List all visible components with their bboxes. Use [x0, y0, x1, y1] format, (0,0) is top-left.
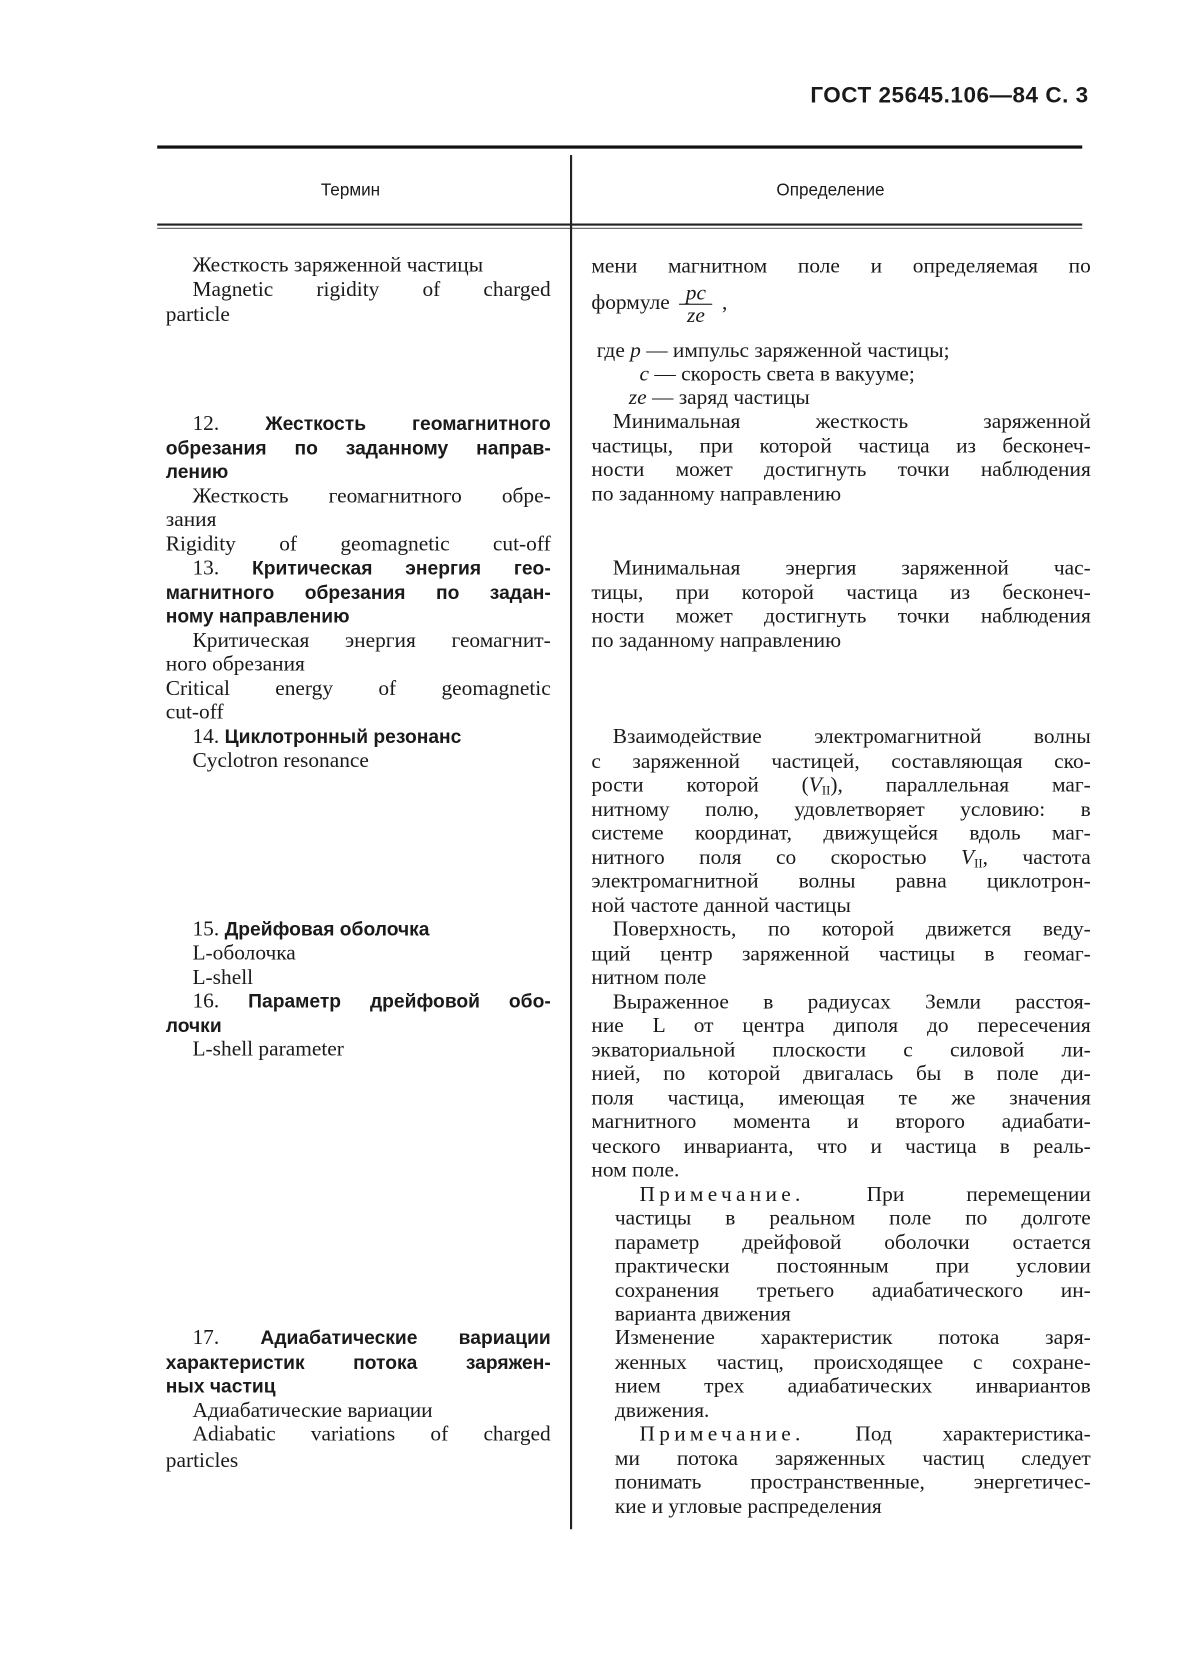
text-run: щий центр заряженной частицы в геомаг-	[591, 942, 1091, 966]
page-header: ГОСТ 25645.106—84 С. 3	[810, 83, 1089, 109]
term-title: Циклотронный резонанс	[224, 726, 462, 748]
text-run: c	[639, 362, 650, 387]
term-title: лочки	[165, 1014, 222, 1037]
definition-column-line	[615, 1206, 1091, 1230]
header-rule	[157, 224, 1082, 226]
term-column-line	[192, 1326, 550, 1350]
text-run: II	[974, 855, 983, 871]
term-column-line	[166, 677, 551, 701]
text-run: L-shell parameter	[192, 1037, 344, 1061]
text-run: системе координат, движущейся вдоль маг-	[591, 821, 1091, 845]
definition-column-line	[613, 556, 1091, 580]
term-column-line	[166, 436, 551, 460]
definition-column-line	[591, 942, 1090, 966]
definition-column-line	[591, 1158, 1090, 1182]
text-run: Под характеристика-	[804, 1422, 1091, 1446]
term-column-line	[192, 1399, 550, 1423]
text-run: — импульс заряженной частицы;	[640, 338, 950, 363]
term-column-line	[166, 1014, 551, 1038]
text-run: , частота	[982, 845, 1091, 870]
term-title: Адиабатические вариации	[260, 1327, 551, 1349]
text-run: Выраженное в радиусах Земли расстоя-	[612, 990, 1091, 1014]
term-title: Критическая энергия гео-	[251, 557, 551, 579]
formula-fraction	[679, 282, 712, 326]
text-run: — заряд частицы	[646, 386, 810, 410]
text-run: — скорость света в вакууме;	[649, 362, 915, 387]
definition-column-line	[615, 1303, 1091, 1327]
text-run: сохранения третьего адиабатического ин-	[614, 1279, 1091, 1303]
term-column-line	[166, 700, 551, 724]
text-run: 16.	[192, 989, 249, 1013]
term-column-line	[166, 533, 551, 557]
column-header-definition: Определение	[776, 181, 885, 200]
term-column-line	[192, 918, 550, 942]
formula-line	[591, 282, 727, 326]
term-title: характеристик потока заряжен-	[165, 1351, 551, 1374]
text-run: Critical energy of geomagnetic	[165, 676, 551, 701]
definition-column-line	[591, 750, 1090, 774]
text-run: Изменение характеристик потока заря-	[614, 1326, 1091, 1350]
definition-column-line	[591, 458, 1090, 482]
definition-column-line	[591, 1062, 1090, 1086]
definition-column-line	[591, 1135, 1090, 1159]
text-run: по заданному направлению	[591, 628, 842, 653]
text-run: ности может достигнуть точки наблюдения	[591, 457, 1091, 482]
text-run: ного обрезания	[165, 652, 305, 676]
text-run: 15.	[192, 917, 225, 942]
definition-column-line	[615, 1399, 1091, 1423]
text-run: нией, по которой двигалась бы в поле ди-	[591, 1061, 1091, 1086]
text-run: 17.	[192, 1326, 261, 1350]
text-run: нием трех адиабатических инвариантов	[614, 1374, 1091, 1398]
text-run: Примечание.	[639, 1182, 805, 1207]
column-divider	[570, 155, 572, 1529]
text-run: Жесткость заряженной частицы	[192, 253, 484, 277]
term-column-line	[166, 1351, 551, 1375]
term-column-line	[166, 1374, 551, 1398]
text-run: где	[596, 338, 631, 363]
text-run: II	[821, 782, 831, 798]
definition-column-line	[591, 1110, 1090, 1134]
definition-column-line	[591, 604, 1090, 628]
text-run: Поверхность, по которой движется веду-	[612, 917, 1091, 942]
text-run: Критическая энергия геомагнит-	[192, 628, 551, 653]
definition-column-line	[615, 1470, 1091, 1494]
text-run: понимать пространственные, энергетичес-	[614, 1470, 1091, 1494]
header-rule-2	[157, 228, 1082, 229]
definition-column-line	[640, 1183, 1091, 1207]
definition-column-line	[591, 894, 1090, 918]
definition-column-line	[629, 386, 1057, 410]
definition-column-line	[591, 482, 1090, 506]
definition-column-line	[591, 629, 1090, 653]
definition-column-line	[591, 966, 1090, 990]
text-run: p	[630, 338, 641, 363]
text-run: V	[961, 845, 975, 870]
text-run: Адиабатические вариации	[192, 1398, 433, 1423]
term-column-line	[192, 725, 550, 749]
term-title: ных частиц	[165, 1375, 276, 1397]
text-run: нитном поле	[591, 965, 707, 990]
text-run: ми потока заряженных частиц следует	[614, 1446, 1091, 1471]
term-title: Жесткость геомагнитного	[265, 412, 551, 435]
definition-column-line	[591, 581, 1090, 605]
table-top-rule	[157, 145, 1082, 148]
text-run: Magnetic rigidity of charged	[192, 278, 551, 302]
definition-column-line	[591, 1087, 1090, 1111]
definition-column-line	[591, 255, 1090, 279]
text-run: электромагнитной волны равна циклотрон-	[591, 869, 1091, 893]
text-run: Взаимодействие электромагнитной волны	[612, 725, 1091, 749]
term-column-line	[192, 253, 550, 277]
text-run: particle	[165, 302, 230, 327]
definition-column-line	[615, 1447, 1091, 1471]
text-run: практически постоянным при условии	[614, 1254, 1091, 1278]
text-run: рости которой (	[591, 773, 809, 797]
formula-denominator: ze	[686, 303, 705, 328]
text-run: ной частоте данной частицы	[591, 894, 851, 918]
term-column-line	[166, 652, 551, 676]
text-run: мени магнитном поле и определяемая по	[591, 254, 1091, 279]
definition-column-line	[640, 1422, 1091, 1446]
term-column-line	[192, 556, 550, 580]
text-run: нитному полю, удовлетворяет условию: в	[591, 797, 1091, 822]
definition-column-line	[613, 990, 1091, 1014]
text-run: 13.	[192, 556, 252, 580]
term-column-line	[192, 966, 550, 990]
definition-column-line	[591, 821, 1090, 845]
definition-column-line	[613, 410, 1091, 434]
term-column-line	[192, 484, 550, 508]
text-run: экваториальной плоскости с силовой ли-	[591, 1038, 1091, 1062]
text-run: с заряженной частицей, составляющая ско-	[591, 749, 1091, 774]
term-column-line	[166, 604, 551, 628]
term-title: Параметр дрейфовой обо-	[248, 990, 551, 1012]
text-run: ности может достигнуть точки наблюдения	[591, 604, 1091, 628]
text-run: варианта движения	[614, 1302, 791, 1327]
definition-column-line	[615, 1374, 1091, 1398]
term-title: лению	[165, 460, 229, 483]
formula-suffix: ,	[722, 290, 728, 315]
definition-column-line	[591, 434, 1090, 458]
text-run: При перемещении	[804, 1182, 1091, 1207]
definition-column-line	[615, 1254, 1091, 1278]
text-run: V	[808, 773, 822, 797]
definition-column-line	[597, 339, 1068, 363]
definition-column-line	[591, 1038, 1090, 1062]
text-run: женных частиц, происходящее с сохране-	[614, 1350, 1091, 1375]
term-column-line	[166, 460, 551, 484]
text-run: Примечание.	[639, 1422, 805, 1446]
text-run: ческого инварианта, что и частица в реаль-	[591, 1134, 1091, 1159]
term-column-line	[192, 749, 550, 773]
definition-column-line	[615, 1326, 1091, 1350]
text-run: кие и угловые распределения	[614, 1495, 882, 1519]
definition-column-line	[591, 798, 1090, 822]
text-run: Минимальная жесткость заряженной	[612, 409, 1091, 434]
text-run: particles	[165, 1449, 239, 1473]
text-run: Жесткость геомагнитного обре-	[192, 484, 551, 508]
term-column-line	[192, 629, 550, 653]
term-column-line	[166, 581, 551, 605]
column-header-term: Термин	[320, 181, 381, 200]
text-run: L-оболочка	[192, 941, 296, 965]
text-run: 12.	[192, 411, 266, 436]
text-run: параметр дрейфовой оболочки остается	[614, 1230, 1091, 1255]
term-column-line	[192, 989, 550, 1013]
term-column-line	[166, 508, 551, 532]
formula-numerator: pc	[679, 282, 712, 304]
text-run: частицы, при которой частица из бесконеч-	[591, 434, 1091, 458]
term-title: магнитного обрезания по задан-	[165, 581, 551, 604]
text-run: Rigidity of geomagnetic cut-off	[165, 532, 551, 557]
text-run: магнитного момента и второго адиабати-	[591, 1110, 1091, 1134]
text-run: ние L от центра диполя до пересечения	[591, 1013, 1091, 1038]
term-title: обрезания по заданному направ-	[165, 437, 551, 459]
text-run: Cyclotron resonance	[192, 748, 369, 773]
text-run: частицы в реальном поле по долготе	[614, 1206, 1091, 1230]
text-run: поля частица, имеющая те же значения	[591, 1086, 1091, 1111]
text-run: Adiabatic variations of charged	[192, 1422, 551, 1446]
text-run: ), параллельная маг-	[830, 773, 1091, 797]
term-column-line	[192, 941, 550, 965]
formula-prefix: формуле	[591, 290, 670, 315]
text-run: L-shell	[192, 965, 254, 990]
definition-column-line	[591, 1014, 1090, 1038]
text-run: cut-off	[165, 700, 224, 724]
text-run: по заданному направлению	[591, 482, 842, 506]
definition-column-line	[615, 1231, 1091, 1255]
term-column-line	[166, 1449, 551, 1473]
definition-column-line	[613, 918, 1091, 942]
definition-column-line	[615, 1279, 1091, 1303]
term-column-line	[192, 1422, 550, 1446]
text-run: 14.	[192, 725, 225, 749]
text-run: ze	[628, 386, 647, 410]
text-run: движения.	[614, 1398, 710, 1423]
term-column-line	[192, 412, 550, 436]
term-title: Дрейфовая оболочка	[224, 918, 430, 941]
definition-column-line	[615, 1495, 1091, 1519]
definition-column-line	[640, 363, 1068, 387]
definition-column-line	[615, 1351, 1091, 1375]
term-column-line	[192, 1037, 550, 1061]
term-title: ному направлению	[165, 605, 350, 627]
definition-column-line	[591, 869, 1090, 893]
text-run: ном поле.	[591, 1158, 680, 1182]
term-column-line	[166, 303, 551, 327]
text-run: Минимальная энергия заряженной час-	[612, 556, 1091, 580]
text-run: зания	[165, 507, 217, 532]
term-column-line	[192, 278, 550, 302]
definition-column-line	[613, 725, 1091, 749]
text-run: тицы, при которой частица из бесконеч-	[591, 580, 1091, 605]
text-run: нитного поля со скоростью	[591, 845, 962, 870]
